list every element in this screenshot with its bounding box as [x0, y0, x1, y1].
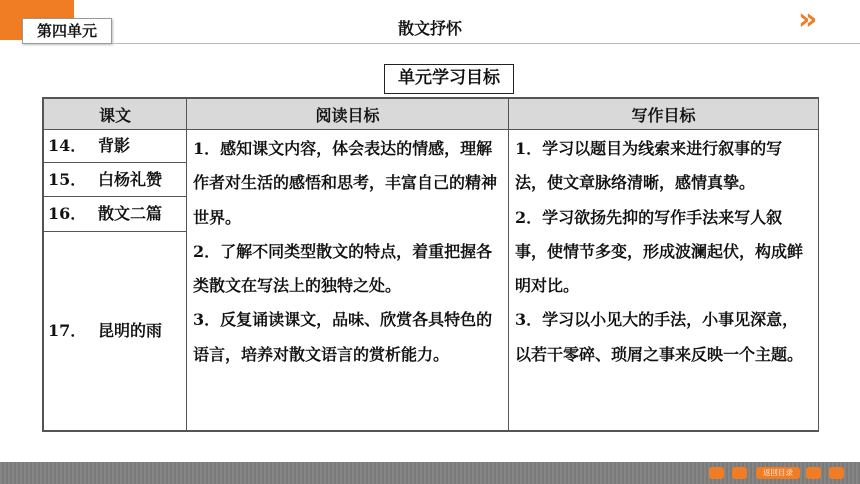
lesson-cell: [44, 232, 187, 431]
writing-goal: 3．学习以小见大的手法，小事见深意，以若干零碎、琐屑之事来反映一个主题。: [515, 310, 804, 364]
lesson-cell: [44, 130, 187, 163]
lesson-name: 背影: [98, 136, 131, 155]
first-page-button[interactable]: [709, 467, 724, 479]
lesson-number: 17．: [48, 321, 87, 340]
footer-bar: [0, 462, 860, 484]
lesson-cell: [44, 163, 187, 197]
page-title: 散文抒怀: [397, 19, 462, 38]
reading-goal: 2．了解不同类型散文的特点，着重把握各类散文在写法上的独特之处。: [193, 241, 493, 296]
goals-table-container: [42, 97, 819, 432]
lesson-name: 昆明的雨: [98, 321, 163, 340]
column-header-writing: 写作目标: [509, 99, 819, 130]
writing-goal: 2．学习欲扬先抑的写作手法来写人叙事，使情节多变，形成波澜起伏，构成鲜明对比。: [515, 207, 804, 296]
unit-tab[interactable]: 第四单元: [22, 18, 112, 44]
lesson-name: 白杨礼赞: [98, 169, 163, 189]
return-to-contents-button[interactable]: 返回目录: [756, 467, 800, 479]
table-header-row: [44, 99, 819, 130]
section-title: 单元学习目标: [384, 64, 514, 94]
last-page-button[interactable]: [829, 467, 844, 479]
lesson-number: 14．: [48, 136, 87, 155]
header-divider: [112, 43, 860, 44]
next-page-icon[interactable]: »: [798, 2, 810, 37]
lesson-name: 散文二篇: [98, 204, 163, 223]
reading-goals-cell: [187, 130, 509, 431]
column-header-reading: 阅读目标: [187, 99, 509, 130]
column-header-lesson: 课文: [44, 99, 187, 130]
reading-goal: 3．反复诵读课文，品味、欣赏各具特色的语言，培养对散文语言的赏析能力。: [193, 310, 493, 364]
writing-goals-cell: [509, 130, 819, 431]
lesson-number: 16．: [48, 204, 87, 223]
goals-table: [43, 98, 819, 431]
next-page-button[interactable]: [806, 467, 821, 479]
lesson-cell: [44, 197, 187, 232]
table-row: [44, 130, 819, 163]
writing-goal: 1．学习以题目为线索来进行叙事的写法，使文章脉络清晰，感情真挚。: [515, 139, 783, 193]
lesson-number: 15．: [48, 169, 87, 189]
prev-page-button[interactable]: [732, 467, 747, 479]
reading-goal: 1．感知课文内容，体会表达的情感，理解作者对生活的感悟和思考，丰富自己的精神世界。: [193, 139, 498, 227]
